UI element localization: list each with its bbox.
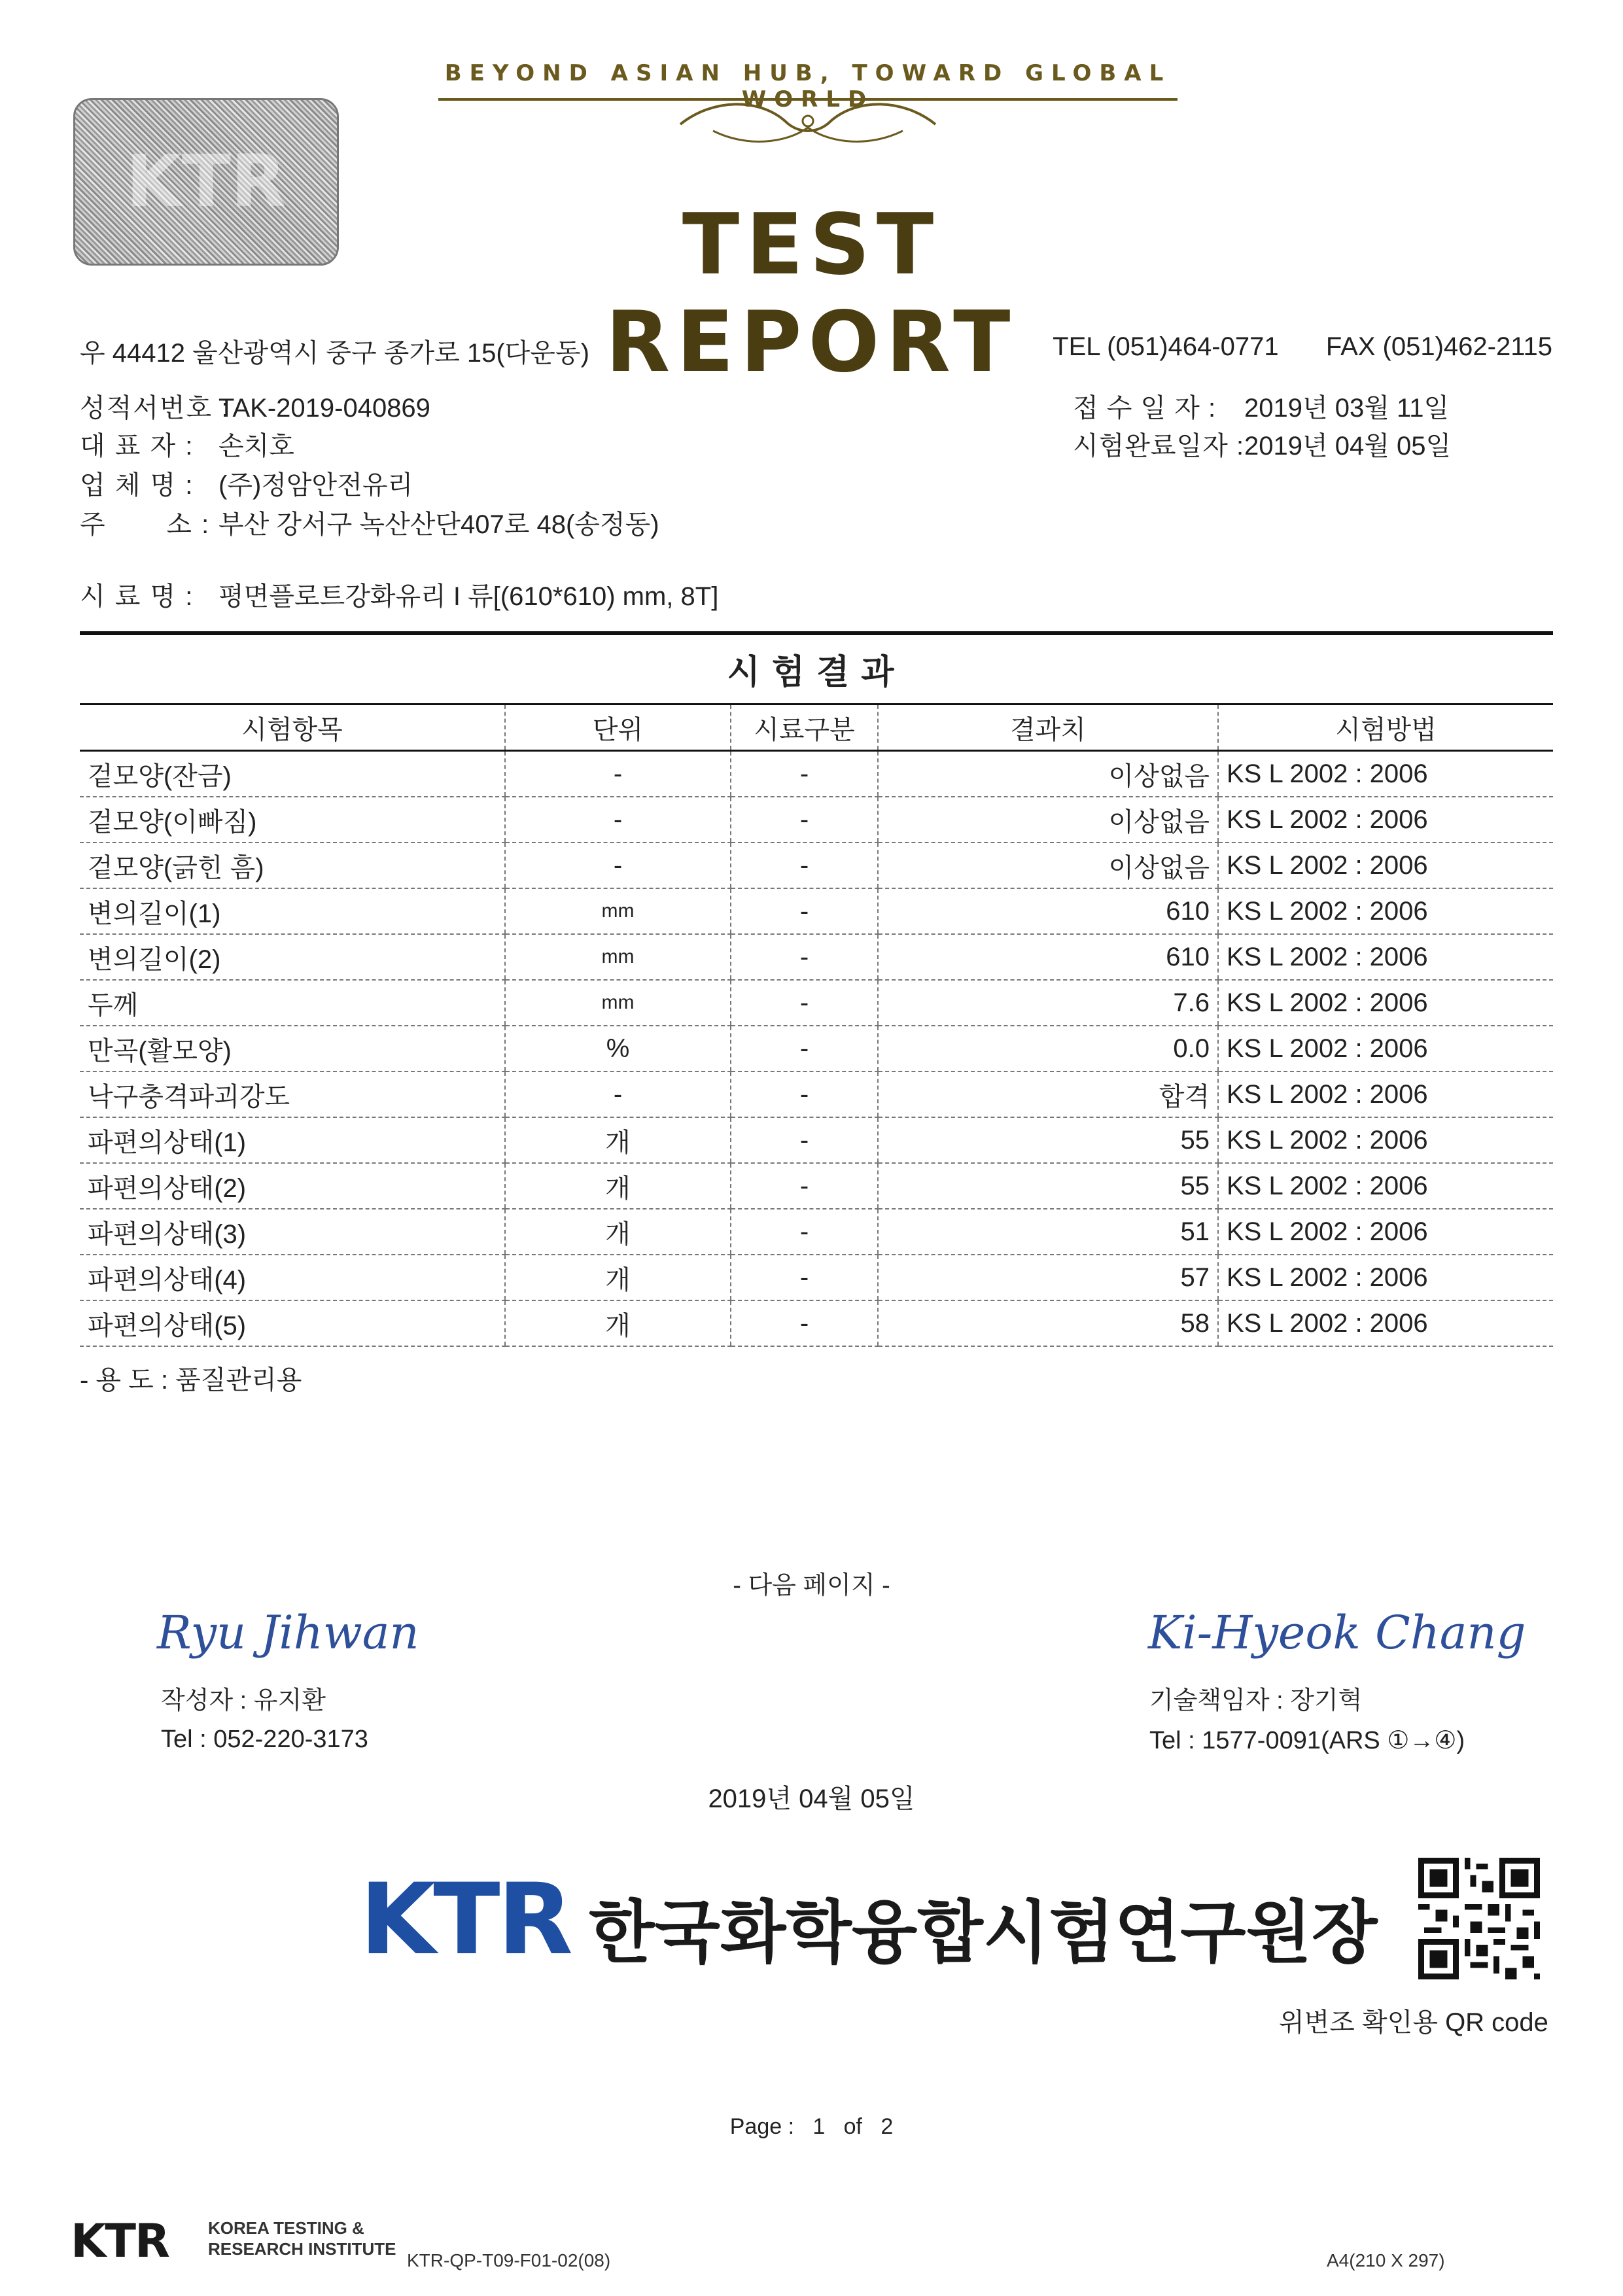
report-title: TEST REPORT (605, 196, 1017, 391)
cell-result: 55 (878, 1117, 1218, 1163)
cell-method: KS L 2002 : 2006 (1218, 843, 1553, 888)
cell-item: 겉모양(잔금) (80, 751, 505, 797)
sample-label: 시 료 명 : (80, 582, 194, 611)
cell-method: KS L 2002 : 2006 (1218, 1026, 1553, 1071)
cell-sample: - (731, 1117, 878, 1163)
cell-item: 파편의상태(2) (80, 1163, 505, 1209)
qr-caption: 위변조 확인용 QR code (1279, 2008, 1548, 2037)
cell-item: 파편의상태(5) (80, 1300, 505, 1346)
cell-sample: - (731, 1255, 878, 1300)
company-address: 부산 강서구 녹산산단407로 48(송정동) (218, 510, 659, 539)
cell-unit: - (505, 843, 731, 888)
cell-sample: - (731, 797, 878, 843)
cell-sample: - (731, 843, 878, 888)
tel-text: TEL (051)464-0771 (1053, 332, 1279, 361)
cell-item: 낙구충격파괴강도 (80, 1071, 505, 1117)
cell-result: 합격 (878, 1071, 1218, 1117)
footer-institute (208, 2218, 396, 2259)
table-row (80, 934, 1553, 980)
cell-method: KS L 2002 : 2006 (1218, 1300, 1553, 1346)
cell-result: 57 (878, 1255, 1218, 1300)
cell-sample: - (731, 888, 878, 934)
company-address-row (80, 504, 659, 541)
manager-tel: Tel : 1577-0091(ARS ①→④) (1149, 1727, 1465, 1754)
cell-sample: - (731, 1163, 878, 1209)
qr-code-icon[interactable] (1418, 1858, 1540, 1979)
table-row (80, 797, 1553, 843)
table-header-row (80, 704, 1553, 751)
cell-item: 겉모양(이빠짐) (80, 797, 505, 843)
cell-sample: - (731, 1209, 878, 1255)
table-row (80, 888, 1553, 934)
cell-method: KS L 2002 : 2006 (1218, 934, 1553, 980)
company-label: 업 체 명 : (80, 471, 194, 500)
cell-item: 변의길이(2) (80, 934, 505, 980)
header-unit: 단위 (505, 704, 731, 751)
cell-result: 51 (878, 1209, 1218, 1255)
cell-unit: % (505, 1026, 731, 1071)
cell-unit: mm (505, 888, 731, 934)
cell-sample: - (731, 934, 878, 980)
cell-method: KS L 2002 : 2006 (1218, 1255, 1553, 1300)
usage-note: - 용 도 : 품질관리용 (80, 1366, 302, 1395)
received-date-row (1073, 387, 1449, 425)
cell-method: KS L 2002 : 2006 (1218, 797, 1553, 843)
writer-label: 작성자 : 유지환 (161, 1687, 326, 1714)
table-body (80, 751, 1553, 1347)
section-divider (80, 631, 1553, 635)
report-number: TAK-2019-040869 (218, 394, 430, 423)
cell-unit: 개 (505, 1300, 731, 1346)
next-page-note: - 다음 페이지 - (733, 1572, 890, 1599)
cell-result: 610 (878, 888, 1218, 934)
writer-tel: Tel : 052-220-3173 (161, 1726, 368, 1753)
ceo-label: 대 표 자 : (80, 432, 194, 461)
cell-sample: - (731, 980, 878, 1026)
ktr-logo: KTR (360, 1863, 571, 1977)
cell-sample: - (731, 1071, 878, 1117)
manager-label: 기술책임자 : 장기혁 (1149, 1687, 1363, 1714)
cell-result: 610 (878, 934, 1218, 980)
cell-item: 겉모양(긁힌 흠) (80, 843, 505, 888)
received-date: 2019년 03월 11일 (1244, 394, 1450, 423)
footer-ktr-logo: KTR (71, 2214, 169, 2268)
table-row (80, 1163, 1553, 1209)
manager-signature: Ki-Hyeok Chang (1148, 1606, 1526, 1660)
company-row (80, 464, 413, 502)
cell-sample: - (731, 1300, 878, 1346)
table-row (80, 1300, 1553, 1346)
table-row (80, 1026, 1553, 1071)
cell-unit: 개 (505, 1209, 731, 1255)
footer-institute-line2: RESEARCH INSTITUTE (208, 2239, 396, 2259)
cell-result: 이상없음 (878, 843, 1218, 888)
company-address-label: 주 소 : (80, 510, 211, 539)
cell-unit: - (505, 797, 731, 843)
cell-unit: mm (505, 980, 731, 1026)
completed-date-row (1073, 425, 1451, 462)
cell-result: 이상없음 (878, 751, 1218, 797)
table-row (80, 1209, 1553, 1255)
cell-method: KS L 2002 : 2006 (1218, 1163, 1553, 1209)
cell-sample: - (731, 1026, 878, 1071)
cell-item: 두께 (80, 980, 505, 1026)
writer-signature: Ryu Jihwan (157, 1606, 419, 1660)
table-row (80, 1071, 1553, 1117)
cell-result: 0.0 (878, 1026, 1218, 1071)
ceo-row (80, 425, 294, 462)
institute-contact (1053, 332, 1552, 362)
cell-result: 55 (878, 1163, 1218, 1209)
cell-item: 변의길이(1) (80, 888, 505, 934)
cell-method: KS L 2002 : 2006 (1218, 1209, 1553, 1255)
header-item: 시험항목 (80, 704, 505, 751)
completed-date-label: 시험완료일자 : (1073, 432, 1245, 461)
report-number-label: 성적서번호 : (80, 394, 230, 423)
ornament-flourish (432, 92, 1184, 150)
cell-sample: - (731, 751, 878, 797)
cell-item: 파편의상태(4) (80, 1255, 505, 1300)
cell-method: KS L 2002 : 2006 (1218, 888, 1553, 934)
cell-method: KS L 2002 : 2006 (1218, 1117, 1553, 1163)
cell-item: 파편의상태(1) (80, 1117, 505, 1163)
cell-item: 만곡(활모양) (80, 1026, 505, 1071)
table-row (80, 1117, 1553, 1163)
cell-result: 7.6 (878, 980, 1218, 1026)
fax-text: FAX (051)462-2115 (1325, 332, 1552, 361)
page-indicator: Page : 1 of 2 (729, 2114, 894, 2139)
results-table (80, 703, 1553, 1347)
seal-logo-text: KTR (126, 139, 287, 223)
results-title: 시험결과 (727, 653, 906, 691)
completed-date: 2019년 04월 05일 (1244, 432, 1452, 461)
received-date-label: 접 수 일 자 : (1073, 394, 1217, 423)
form-code: KTR-QP-T09-F01-02(08) (407, 2250, 611, 2270)
footer-institute-line1: KOREA TESTING & (208, 2218, 364, 2238)
cell-method: KS L 2002 : 2006 (1218, 751, 1553, 797)
header-tagline: BEYOND ASIAN HUB, TOWARD GLOBAL WORLD (444, 60, 1172, 113)
report-number-row (80, 387, 430, 425)
cell-result: 이상없음 (878, 797, 1218, 843)
header-result: 결과치 (878, 704, 1218, 751)
hologram-seal (73, 98, 339, 266)
cell-unit: - (505, 751, 731, 797)
cell-unit: 개 (505, 1163, 731, 1209)
table-row (80, 843, 1553, 888)
cell-item: 파편의상태(3) (80, 1209, 505, 1255)
cell-unit: 개 (505, 1255, 731, 1300)
table-row (80, 1255, 1553, 1300)
institute-name: 한국화학융합시험연구원장 (589, 1892, 1378, 1972)
cell-method: KS L 2002 : 2006 (1218, 980, 1553, 1026)
sample-name: 평면플로트강화유리 I 류[(610*610) mm, 8T] (218, 582, 719, 611)
paper-size: A4(210 X 297) (1327, 2250, 1445, 2270)
issue-date: 2019년 04월 05일 (708, 1784, 915, 1813)
sample-row (80, 576, 718, 613)
cell-unit: 개 (505, 1117, 731, 1163)
table-row (80, 980, 1553, 1026)
cell-method: KS L 2002 : 2006 (1218, 1071, 1553, 1117)
cell-result: 58 (878, 1300, 1218, 1346)
header-sample: 시료구분 (731, 704, 878, 751)
table-row (80, 751, 1553, 797)
company-name: (주)정암안전유리 (218, 471, 413, 500)
cell-unit: - (505, 1071, 731, 1117)
header-method: 시험방법 (1218, 704, 1553, 751)
cell-unit: mm (505, 934, 731, 980)
ceo-name: 손치호 (218, 432, 294, 461)
institute-address: 우 44412 울산광역시 중구 종가로 15(다운동) (80, 339, 589, 368)
